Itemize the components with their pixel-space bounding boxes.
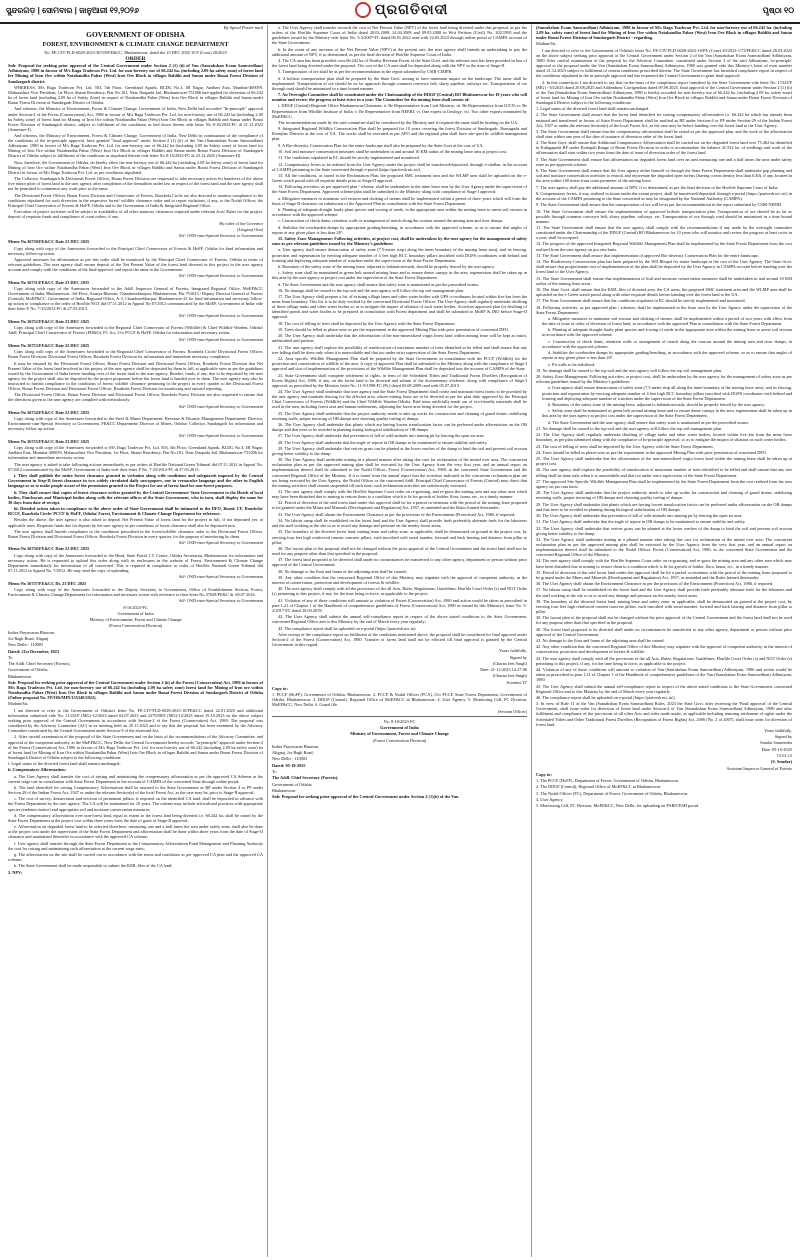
signature-line: Sd/- OSD-cum-Special Secretary to Government [178, 598, 263, 604]
condition: 4. The CA area has been provided over 66.242 ha of Nearby Revenue Forest of the State Govt. and the relevant area has been provided in lieu of the forest land being diverted under the proposal. The cost of the CA area shall be deposited along with the NPV in the time of Stage-II. [272, 57, 527, 69]
para: Besides the above, the user agency is also asked to deposit Net Present Value of forest land for the project in full, if not deposited yet, at applicable rates. Requisite funds due for deposit by the user agency as per conditions of forest clearance shall also be deposited now. [8, 517, 263, 528]
condition: d. The State Government and the user agency shall ensure that safety zone is maintained as per the prescribed norms. [278, 281, 480, 287]
condition: d. The compensatory afforestation over non-forest land, equal in extent to the forest land being diverted i.e. 66.242 ha, shall be raised by the State Forest Department at the project cost within three years from the date of grant of Stage-II approval; [8, 812, 263, 823]
condition: f. User agency shall transfer through the State Forest Department to the Compensatory Afforestation Fund Management and Planning Authority the cost for raising and maintaining such afforestation at the current wage rates; [8, 840, 263, 851]
sign-date: Date: 05-10-2025 [761, 746, 792, 752]
condition: a. The User Agency shall transfer towards the cost of Net Present Value (NPV) of the forest land being diverted under this proposal, as per the orders of the Hon'ble Supreme Court of India dated 28.03.2008, 24.04.2008 and 09.05.2008 in Writ Petition (Civil) No. 202/1995 and the guidelines issued by the Ministry vide letter No. 5-3/2007-FC dated 06.01.2022 read with 22.03.2023 through online portal of CAMPA account of the State Government; [272, 25, 527, 46]
list-item: 23. The cost of felling of trees shall be deposited by the User Agency with the State Forest Department. [536, 443, 714, 449]
memo-heading: Memo No 36752/FE&CC Date 23 DEC 2025 [8, 318, 90, 324]
para: And whereas, the Ministry of Environment, Forest & Climate Change, Government of India, New Delhi had accorded "In-principle" approval under Section-2 of the Forest (Conservation) Act, 1980 in favour of M/s Raga Tradecon Pvt. Ltd. for non-forestry use of 66.242 ha (including 2.09 ha Safety zone) of forest land for Mining of Iron Ore within Notabandha Pahar (West) Iron Ore Block in villages Baldihi and Sanua under Bonai Forest Division of Sundargarh district, subject to fulfilment of the conditions as laid down therein vide letter No 8-16/2023-FC dt 21.12.2023 (Annexure-I). [8, 106, 263, 132]
para: The Collector, Sundargarh & Divisional Forest Officer, Bonai Forest Division are requested to take necessary action for handover of the above five minor plots of forest land to the user agency after completion of the formalities under law in respect of the forest land and the user agency shall not be permitted to commence any work prior to the same. [8, 176, 263, 192]
condition: 40. The user agency shall comply with all the provisions of the all Acts, Rules, Regulations, Guidelines, Hon'ble Court Order (s) and NGT Order (s) pertaining to this project, if any, for the time being in force, as applicable to the project; [272, 586, 527, 597]
list-item: 1. Legal status of the diverted forest land shall remain unchanged. [536, 106, 650, 112]
list-item: 10. The State Government shall ensure the implementation of approved holistic transportation plan. Transportation of ore should be as far as possible through common conveyor belt, slurry pipeline, railways, etc. Transportation of ore through road should be minimized in a time bound manner. [536, 208, 792, 224]
condition: 13. All the conditions, as stated in the Reclamation Plan, the proposed SMC treatment area and the WLMP area shall be uploaded on the e-Green watch portal with all requisite details prior to Stage-II approval. [272, 172, 527, 183]
signer-title: Assistant Inspector General of Forests [726, 765, 792, 771]
para: Copy along with copy of the Annexures forwarded to the Addl. Inspector General of Forests, Integrated Regional Office, MoEF&CC Government of India, Bhubaneswar, 3rd Floor, Aranya Bhawan, Chandrasekharpur, Bhubaneswar, Pin-751023 / Deputy Director General of Forests (Central), MoEF&CC, Government of India, Regional Office, A-3, Chandrasekharpur, Bhubaneswar-23 for kind information and necessary follow-up action in compliance to the order of Hon'ble NGT dtd 07.11.2012 in Appeal No 07/2012 communicated by the MoEF, Government of India vide their letter F No. 7-25/2012-FC dt 27.03.2013. [8, 286, 263, 312]
list-item: 40. The forest land proposed to be diverted shall under no circumstances be transferred to any other agency, department or person without prior approval of the Central Government. [536, 626, 792, 637]
annex-address: Jor Bagh Road, Aliganj [8, 635, 49, 641]
column-1 [4, 25, 268, 1257]
divider [272, 716, 527, 717]
condition: 5. Transportation of ore shall be as per the recommendation in the report submitted by CSIR-CIMFR. [278, 69, 453, 75]
para: Copy along with copy of the Annexures forwarded to the Principal Chief Conservator of Forests & HoFF, Odisha for kind information and necessary follow-up action. [8, 245, 263, 256]
condition: The recommendations made by the said committee shall be considered by the Ministry and if required the same shall be binding on the UA. [278, 119, 519, 125]
annex-subject: Sub: Proposal for seeking prior approval of the Central Government under Section 2 (1)(ii) of the Van [272, 794, 459, 800]
list-item: 28. The User Agency shall undertake that the project authority needs to take up works for construction and cleaning of guard drains, stabilizing retaining walls, proper terracing of OB dumps and choosing quality turfing of dumps. [536, 490, 792, 501]
annex-ministry: Ministry of Environment, Forest and Climate Change [89, 617, 182, 623]
condition: 12. Compensatory levies to be realized from the User Agency under the project shall be transferred/deposited, through e-challan, in the account of CAMPA pertaining to the State concerned through e-portal (https://parivesh.nic.in/). [272, 161, 527, 172]
condition: 19. Trees should be felled as phase-wise as per the requirement in the approved Mining Plan with prior permission of concerned DFO. [278, 327, 509, 333]
list-item: 25. The User Agency shall undertake that the afforestation of the non-mineralized virgin forest land within the mining lease shall be taken up at project cost. [536, 456, 792, 467]
para: Copy along with copy of the Annexures forwarded to the Deputy Secretary to Government, Office of Establishment Section, Forest, Environment & Climate Change Department for information and necessary action with reference to their letter No 37029/FE&C dt. 06.07.2016. [8, 586, 263, 597]
list-item: 3. The State Government shall ensure that the compensatory afforestation shall be raised as per the approved plan, and the work of the afforestation shall start within one year of the date of issuance of diversion order of the forest land. [536, 128, 792, 139]
condition: b. Boundary of the safety zone of the mining lease, adjacent to habitation/roads, should be properly fenced by the user agency. [278, 263, 496, 269]
condition: 27. The User Agency shall undertake that prevention of fall of wild animals into mining pit by fencing the open air area. [278, 433, 485, 439]
condition: 11. The conditions stipulated in EC should be strictly implemented and monitored. [278, 155, 420, 161]
newspaper-masthead [355, 1, 448, 18]
annex-ministry: Ministry of Environment, Forest and Climate Change [350, 731, 449, 737]
gov-title: GOVERNMENT OF ODISHA [86, 30, 185, 40]
list-item: a. User agency shall ensure demarcation of safety zone (7.5 meter strip all along the inner boundary of the mining lease area), and its fencing, protection and regeneration by erecting adequate number of 4 feet high RCC boundary pillars inscribed with DGPS coordinates with behind and forming and deploying adequate number of watchers under the supervision of the State Forest Department. [542, 385, 792, 401]
signer-name: Sundar Samrendra [760, 740, 792, 746]
annex-gov: Government of India [380, 725, 419, 731]
condition: b. In the event of any increase of the Net Present Value (NPV) at the present rate, the user agency shall furnish an undertaking to pay the additional amount of NPV, if so determined, as per the final decision of Hon'ble Supreme Court of India. [272, 46, 527, 57]
condition: 29. The User Agency shall undertake that vetiver grass can be planted at the lower reaches of the dump to bind the soil and prevent soil erosion giving better stability to the dump. [272, 445, 527, 456]
para: It may be ensured by the Divisional Forest Officer, Bonai Forest Division and Divisional Forest Officer, Rourkela Forest Division that Net Present Value of the forest land involved in this project of the user agency shall be deposited by them in full, at applicable rates as per the guidelines issued by the Government of India before handing over of the forest land to the user agency. Besides, funds, if any, due to be deposited by the user agency for the project shall also be deposited by the project proponent before the forest land is handed over to them. The user agency may also be instructed to furnish compliance to the conditions of forest/ wildlife clearance pertaining to the project in every quarter to the Divisional Forest Officer, Bonai Forest Division and Divisional Forest Officer, Rourkela Forest Division for monitoring and onward reporting. [8, 360, 263, 392]
logo-icon [355, 2, 371, 18]
condition: c. Safety zone shall be maintained as green belt around mining lease and to ensure dense canopy in the area, regeneration shall be taken up in this area by the user agency at project cost under the supervision of the State Forest Department. [272, 270, 527, 281]
page-number: ପୃଷ୍ଠା ୧୦ [762, 6, 794, 15]
newspaper-brand: ପ୍ରଗତିବାଦୀ [375, 1, 449, 17]
condition: 26. The User Agency shall undertake that plants which are having lowest translocation factor can be preferred under afforestation on the OB dumps and that trees to be avoided in planting during biological stabilization of OB dumps. [272, 421, 527, 433]
condition: 36. The layout plan of the proposal shall not be changed without the prior approval of the Central Government and the forest land shall not be used for any purpose other than that specified in the proposal; [272, 545, 527, 556]
condition: 16. No damage shall be caused to the top-soil and the user agency will follow the top soil management plan. [278, 287, 465, 293]
closing: Yours faithfully, [764, 727, 792, 733]
section-officer: (Section Officer) [497, 708, 527, 714]
list-item: 15. The State Government shall ensure that implementation of Soil and moisture conservation measures shall be undertaken in and around 10 KM radius of the mining lease areas. [536, 275, 792, 286]
list-item: 35. Period of diversion of the said forest land under this approval shall be for a period co-terminus with the period of the mining lease proposed to be granted under the Mines and Minerals (Development and Regulation) Act, 1957, as amended and the Rules framed thereunder. [536, 569, 792, 580]
condition: 7. An Oversight Committee shall be constituted under the Chairmanship of the DDGF (Central) RO Bhubaneswar for 10 years who will monitor and review the progress at least twice in a year. The Committee for the mining lease shall consist of: [272, 92, 527, 103]
signature-line: Sd/- OSD-cum-Special Secretary to Government [178, 574, 263, 580]
column-2 [268, 25, 532, 1257]
para: WHEREAS, M/s Raga Tradecon Pvt. Ltd. 503, 5th Floor, Greenland Apartk, BLDG No.3, JB Nagar, Andheri East, Mumbai-400059, Maharashtra Vice President, 1st Floor, Shanti Residency, Flat No.101, Near Jharpada Jail, Bhubaneswar-751006 had applied for diversion of 66.242 ha of forest land (including 2.09 ha of Safety Zone) in respect of Notabandha Pahar (West) Iron Ore Block in villages Baldihi and Sanua under Bonai Forest Division of Sundargarh District of Odisha. [8, 84, 263, 106]
list-item: 7. The user agency shall pay the additional amount of NPV, if so determined, as per the final decision of the Hon'ble Supreme Court of India. [536, 184, 779, 190]
para: ii. They shall ensure that copies of forest clearance orders granted by the Central Government/ State Government to the Heads of local bodies, Panchayats and Municipal bodies along with the relevant offices of the State Government, who in turn, shall display the same for 30 days from date of receipt. [8, 489, 263, 505]
list-item: 42. Any other condition that the concerned Regional Office of this Ministry may stipulate with the approval of competent authority, in the interest of conservation, protection and development of forests & wildlife. [536, 644, 792, 655]
list-item: 37. No labour camp shall be established on the forest land and the User Agency shall provide fuels preferably alternate fuels for the labourers and the staff working at the site so as to avoid any damage and pressure on the nearby forest areas. [536, 587, 792, 598]
condition: c. The cost of survey, demarcation and erection of permanent pillars, if required on the identified CA land, shall be deposited in advance with the Forest Department by the user agency. The CA will be maintained for 10 years. The scheme may include silvicultural practices with appropriate species (endemic/native) and appropriate soil and moisture conservation measures; [8, 796, 263, 812]
list-item: 17. The State Government shall ensure that the conditions stipulated in EC should be strictly implemented and monitored. [536, 298, 746, 304]
para: Copy along with copy of the Annexures forwarded to the Regional Chief Conservator of Forests (Wildlife) & Chief Wildlife Warden, Odisha/ Addl. Principal Chief Conservator of Forests (FD&O), FC Act, O/o PCCF & HoFF, Odisha for information and necessary action. [8, 325, 263, 336]
list-item: 12. The progress of the approved Integrated Regional Wildlife Management Plan shall be implemented by the State Forest Department from the cost realized from the user agency on pro rata basis. [536, 241, 792, 252]
para: The Divisional Forest Officer, Bonai Forest Division and Divisional Forest Officer, Rourkela Forest Division are also requested to ensure that the directions given to the user agency are complied with meticulously. [8, 392, 263, 403]
list-item: 26. The user agency shall explore the possibility of translocation of maximum number of trees identified to be felled and shall ensure that any tree felling shall be done only when it is unavoidable and that too under strict supervision of the State Forest Department. [536, 467, 792, 478]
list-item: 11. The State Government shall ensure that the user agency shall comply with the recommendations if any made by the oversight committee constituted under the Chairmanship of the DDGF (Central) RO Bhubaneswar for 10 years who will monitor and review the progress at least twice in a year, shall be accepted. [536, 225, 792, 241]
annex-address: Indira Paryavaran Bhawan, [272, 743, 319, 749]
list-item: d. Stabilize the overburden dumps by appropriate grading/benching, in accordance with the approved scheme, so as to ensure that angles of repose at any given place is less than 28°. [542, 350, 792, 361]
condition: g. The afforestation on the site shall be carried out in accordance with the terms and conditions as per approved CA plan and the approved CA scheme; [8, 852, 263, 863]
list-item: 43. The user agency shall comply with all the provisions of the all Acts, Rules, Regulations, Guidelines, Hon'ble Court Order (s) and NGT Order (s) pertaining to this project, if any, for the time being in force, as applicable to the project. [536, 655, 792, 666]
memo-heading: Memo No 36755/FE&CC Date 23 DEC 2025 [8, 439, 90, 444]
para: I am directed to refer to the Government of Odisha's letter No. FE-CIV-FLD-0028-2023-16/FE (Cons) 20/2023-1/73/FE&CC dated 28.03.2023 on the above subject seeking prior approval of the Central Government under Section 2 of the Van (Sanrakshan Evam Samvardhan) Adhiniyam, 1980 After careful examination of the proposal by the Advisory Committee, constituted under Section 3 of the said Adhiniyam, 'in-principle' approval to the proposal under the Van (Sanrakshan Evam Samvardhan) Adhiniyam, 1980 was granted vide this Ministry's letter of even number dated 21.12.2023 subject to fulfilment of certain conditions prescribed therein. The State Government has furnished compliance report in respect of the conditions stipulated in the in-principle approval and has requested the Central Government to grant final approval. [536, 47, 792, 79]
condition: i. DDGF (Central)-Regional Office Bhubaneswar-Chairman; ii. Be Representative from Coal Ministry; iii. Be Representative from IUCN; iv. Be Representative from Wildlife Institute of India; v. Be Representative from NEERI; vi. One expert in Geology; vii. Two other experts nominated by MoEF&CC. [272, 103, 527, 119]
ref-line: No. FE-CIV-FLD-0028-2023-36749/FE&CC, Bhubaneswar, dated the 23 DEC 2025 10 F (Cons) 20/2023 [44, 49, 227, 55]
annex-number: 8-16/2023-FC [123, 604, 148, 610]
condition: 28. The User Agency shall undertake that the angle of repose in OB dumps to be maintained to ensure stability and safety. [278, 439, 488, 445]
list-item: 41. No damage to the flora and fauna of the adjoining area shall be caused. [536, 638, 665, 644]
condition: 22. Area specific Wildlife Management Plan shall be prepared by the State Government in consultation with the PCCF (Wildlife) for the protection and conservation of wildlife of the area. A copy of approved Plan shall be submitted to the Ministry along with the compliance of Stage-I approval and cost of implementation of the provisions of the Wildlife Management Plan shall be deposited into the account of CAMPA of the State. [272, 356, 527, 372]
condition: 43. The compliance report shall be uploaded on e-portal (https://parivesh.nic.in). [278, 625, 417, 631]
condition: 31. The user agency shall comply with the Hon'ble Supreme Court order on re-grassing, and re-grass the mining area and any other area which may have been disturbed due to mining to restore them to a condition which is fit for growth of fodder, flora, fauna, etc., in a timely manner. [272, 489, 527, 500]
annex-division: (Forest Conservation Division) [108, 623, 163, 629]
signature-line: Sd/- OSD-cum-Special Secretary to Government [178, 432, 263, 438]
list-item: 16. The State Govt. shall ensure that the KML files of diverted area, the CA areas, the proposed SMC treatment area and the WLMP area shall be uploaded on the e-Green watch portal along with other requisite details before handing over the forest land to the UA. [536, 286, 792, 298]
list-item: 39. The layout plan of the proposal shall not be changed without the prior approval of the Central Government and the forest land shall not be used for any purpose other than that specified in the proposal. [536, 615, 792, 626]
list-item: 32. The User Agency shall undertake that vetiver grass can be planted at the lower reaches of the dump to bind the soil and prevent soil erosion giving better stability to the dump. [536, 525, 792, 536]
list-item: 5. Monitoring Cell, FC Division, MoEF&CC, New Delhi, for uploading on PARIVESH portal. [536, 803, 700, 809]
list-item: 38. The boundary of the diverted forest land, mining lease and safety zone, as applicable, shall be demarcated on ground at the project cost, by erecting four feet high reinforced cement concrete pillars, each inscribed with serial number, forward and back bearing and distance from pillar to pillar. [536, 598, 792, 615]
closing: Yours faithfully, [499, 648, 527, 654]
condition: a. Mitigative measures to minimize soil erosion and choking of stream shall be implemented within a period of three years which will form the basis of Stage-II clearance on submission of the Approved Plan in consultation with the State Forest Department. [272, 195, 527, 206]
list-item: 2. The State Government shall ensure that the forest land identified for raising compensatory afforestation i.e. 66.242 ha which has already been mutated and transferred in favour of State Forest Department shall be notified as RF under Section-4 or PF under Section-29 of the Indian Forest Act, 1927 or under the relevant Section(s) of the local Forest Act, as the case may be before handing over the forest land to the User Agency. [536, 112, 792, 128]
condition: a. The User Agency shall transfer the cost of raising and maintaining the compensatory afforestation as per the approved CA Scheme at the current wage rate in consultation with State Forest Department in the account of CAMPA of the concerned State through online portal; [8, 773, 263, 784]
dept-title: FOREST, ENVIRONMENT & CLIMATE CHANGE DEPARTMENT [42, 40, 229, 48]
list-item: 4. User Agency. [536, 796, 564, 802]
copy-list [536, 778, 792, 808]
list-item: 3. The Nodal Officer (FC), Department of Forest, Government of Odisha, Bhubaneswar. [536, 790, 688, 796]
to-line: Bhubaneswar [272, 787, 296, 793]
list-item: b. Planting of adequate drought hardy plant species and sowing of seeds in the appropriate area within the mining lease to arrest soil erosion in accordance with the approved scheme. [542, 327, 792, 338]
to-line: Government of Odisha, [272, 781, 313, 787]
para: Copy along with copy of the Annexures forwarded to the Regional Chief Conservator of Forests, Rourkela Circle/ Divisional Forest Officer, Bonai Forest Division/ Divisional Forest Officer, Rourkela Forest Division for information and immediate necessary compliance. [8, 349, 263, 360]
para: I am directed to refer to the Government of Odisha's letter No. FE-CIV-FLD-0028-2023-10/FE&CC dated 22.01.2023 and additional information submitted vide No. 11332/F (MG)-12/2023 dated 04.07.2023 and 2279/08/F (MG)-12/2023 dated 19.10.2023 on the above subject seeking prior approval of the Central Government in accordance with Section-2 of the Forest (Conservation) Act, 1980. The proposal was considered by the Advisory Committee (AC) in its meeting held on 29.11.2023 and to say that the proposal has been examined by the Advisory Committee constituted by the Central Government under Section-3 of the aforesaid Act. [8, 707, 263, 734]
copy-to-label: Copy to: [272, 685, 288, 691]
para: i. They shall publish the entire forest clearance granted in verbatim along with conditions and safeguards imposed by the Central Government in Step-II forest clearance in two widely circulated daily newspapers, one in vernacular language and the other in English language so as to make people aware of the permission granted to the Project for use of forest land for non-forest purposes. [8, 473, 263, 489]
salutation: Madam/Sir, [536, 41, 557, 47]
condition: 21. The user agency shall explore the possibility of translocation of maximum number of trees identified to be felled and shall ensure that any tree felling shall be done only when it is unavoidable and that too under strict supervision of the State Forest Department. [272, 344, 527, 355]
list-item: 36. The User Agency shall obtain the Environment Clearance as per the provisions of the Environment (Protection) Act, 1986, if required. [536, 581, 774, 587]
list-item: a. Mitigative measures to minimize soil erosion and choking of stream, shall be implemented within a period of two years with effect from the date of issue of order of diversion of forest land, in accordance with the approved Plan in consultation with the State Forest Department. [542, 316, 792, 327]
condition: 23. State Government shall complete settlement of rights, in term of the Scheduled Tribes and Traditional Forest Dwellers (Recognition of Forest Rights) Act, 2006, if any, on the forest land to be diverted and submit of the documentary evidence, along with compliance of Stage-I approval, as prescribed by the Ministry letter No. 11-9/1998-FC (Pt.) dated 03.08.2009 read with 05.07.2013. [272, 372, 527, 388]
condition: 18. The cost of felling of trees shall be deposited by the User Agency with the State Forest Department. [278, 320, 456, 326]
to-line: The Addl. Chief Secretary (Forests), [8, 661, 71, 667]
order-subject: Sub: Proposal for seeking prior approval of the Central Government under Section 2 (1) (ii) of Van (Sanrakshan Evam Samvardhan) Adhiniyam, 1980 in favour of M/s Raga Tradecon Pvt. Ltd. for non-forestry use of 66.242 ha. (including 2.09 ha safety zone) of forest land for Mining of Iron Ore within Notabandha Pahar (West) Iron Ore Block in villages Baldihi and Sanua under Bonai Forest Division of Sundargarh district. [8, 63, 263, 84]
condition: 37. The forest land proposed to be diverted shall under no circumstances be transferred to any other agency, department or person without prior approval of the Central Government; [272, 557, 527, 568]
para: Copy along with copy of the Annexures forwarded to M/s Raga Tradecon Pvt. Ltd. 503, 5th Floor, Greenland Apartk, BLDG No.3, JB Nagar, Andheri East, Mumbai-400059, Maharashtra Vice President, 1st Floor, Shanti Residency, Flat No.101, Near Jharpada Jail, Bhubaneswar-751006 for information and immediate necessary action. [8, 445, 263, 461]
sign-date: Date: 21-12-2023 12:27:06 [480, 667, 527, 673]
to-line: Bhubaneswar [8, 673, 32, 679]
para: The user agency is asked to take following actions immediately as per orders of Hon'ble National Green Tribunal dtd 07.11.2012 in Appeal No. 07/2012 communicated by the MoEF, Government of India vide their letter F No. 7-25/2012-FC dt 27.03.2013. [8, 461, 263, 472]
condition: 15. Safety Zone Management: Following activities, at project cost, shall be undertaken by the user agency for the management of safety zone as per relevant guidelines issued by the Ministry's guidelines: [272, 236, 527, 247]
condition: d. Stabilize the overburden dumps by appropriate grading/benching, in accordance with the approved scheme, so as to ensure that angles of repose at any given place is less than 28°. [272, 224, 527, 235]
annex-gov: Government of India [117, 610, 154, 616]
condition: 24. The User Agency shall undertake that user agency and the State Forest Department shall create and maintain forest fronts to be provided by the user agency and maintain fencing for the affected area, whose mining lease are to be diverted as per the plan duly approved by the Principal Chief Conservator of Forests (Wildlife) and the Chief Wildlife Warden Odisha. Bird nests artificially made out of eco-friendly materials shall be used in the area, including forest area and human settlements, adjoining the forest area being diverted for the project. [272, 389, 527, 410]
condition: 42. The User Agency shall submit the annual self-compliance report in respect of the above stated conditions to the State Government, concerned Regional Office and to this Ministry by the end of March every year regularly; [272, 614, 527, 625]
condition: 25. The User Agency shall undertake that the project authority needs to take up works for construction and cleaning of guard drains, stabilizing retaining walls, proper terracing of OB dumps and choosing quality turfing of dumps. [272, 410, 527, 421]
list-item: 14. The Biodiversity Conservation plan has been prepared by the WII Bhopal for entire landscape at the cost of the User Agency. The State Govt. shall ensure that proportionate cost of implementation of the plan shall be deposited by the User Agency in CAMPA account before handing over the forest land to the User Agency. [536, 259, 792, 275]
condition: 39. Any other condition that the concerned Regional Office of this Ministry may stipulate with the approval of competent authority, in the interest of conservation, protection and development of forests & wildlife; [272, 574, 527, 585]
para: And whereas, the Ministry of Environment, Forest & Climate Change, Government of India, New Delhi in continuation of the compliance of the conditions of the in-principle approval, have granted "final approval" under Section-2 (1) (ii) of the Van (Sanrakshan Evam Samvardhan) Adhiniyam, 1980 in favour of M/s Raga Tradecon Pvt. Ltd. for non-forestry use of 66.242 ha (including 2.09 ha Safety zone) of forest land for Mining of Iron Ore within Notabandha Pahar (West) Iron Ore Block in villages Baldihi and Sanua under Bonai Forest Division of Sundargarh District of Odisha subject to fulfilment of the conditions as stipulated therein vide letter No 8-16/2023-FC dt 23.12.2025 (Annexure-II). [8, 133, 263, 159]
list-item: 18. Following activities, as per approved plan / schemes, shall be implemented in the lease area by the User Agency under the supervision of the State Forest Department: [536, 304, 792, 315]
signer-name: (S. Sundar) [770, 759, 792, 765]
condition: 17. The User Agency shall prepare a list of existing village lanes and other water bodies with GPS co-ordinates located within five km from the mine lease boundary. This list is to be duly verified by the concerned Divisional Forest Officer. The User Agency shall regularly undertake desilting of these village tanks and other water bodies so as to mitigate the impact of siltation of such water bodies. Activities approved plan for desilting of identified ponds and water bodies to be prepared in consultation with Forest department and shall be submitted to MoEF & IRO before Stage-II approval. [272, 294, 527, 320]
list-item: 44. Violation of any of these conditions will amount to violation of Van (Sanrakshan Evam Samvardhan) Adhiniyam, 1980 and action would be taken as prescribed in para 1.21 of Chapter 1 of the Handbook of comprehensive guidelines of the Van (Sanrakshan Evam Samvardhan) Adhiniyam, 1980. [536, 667, 792, 683]
para: 2. After careful examination of the proposal of the State Government and on the basis of the recommendations of the Advisory Committee, and approval of the competent authority, at the MoEF&CC, New Delhi, the Central Government hereby accords "in-principle" approval under Section-2 of the Forest (Conservation) Act, 1980 in favour of M/s Raga Tradecon Pvt. Ltd. for non-forestry use of 66.242 (including 2.09 ha safety zone) ha of forest land for Mining of Iron Ore within Notabandha Pahar (West) Iron Ore Block in villages Baldihi and Sanua under Bonai Forest Division of Sundargarh District of Odisha subject to the following conditions: [8, 734, 263, 760]
para: Approved measures for afforestation as per this order shall be monitored by the Principal Chief Conservator of Forests, Odisha in terms of relevant guidelines. The user agency shall ensure deposit of the Net Present Value of the forest land diverted in this project in the user agency account and comply with the conditions of the final approval, and report the same to the Government. [8, 257, 263, 273]
list-item: 5. The State Government shall ensure that afforestation on degraded forest land over an area measuring one and a half times the area under safety zone as per approved scheme. [536, 156, 792, 167]
condition-list [536, 106, 792, 727]
salutation: Madam/Sir, [8, 701, 29, 707]
annex-address: New Delhi - 110003 [272, 756, 308, 762]
condition: 32. Period of diversion of the said forest land under this approval shall be for a period co-terminus with the period of the mining lease proposed to be granted under the Mines and Minerals (Development and Regulation) Act, 1957, as amended and the Rules framed thereunder; [272, 500, 527, 511]
condition: 41. Violation of any of these conditions will amount to violation of Forest (Conservation) Act, 1980 and action would be taken as prescribed in para 1.21 of Chapter 1 of the Handbook of comprehensive guidelines of Forest (Conservation) Act, 1980 as issued by this Ministry's letter No. 5-2/2017-FC dated 28.03.2019; [272, 597, 527, 613]
condition: a. User agency shall ensure demarcation of safety zone (7.5-meter strip) along the inner boundary of the mining lease area), and its fencing, protection and regeneration by erecting adequate number of 4 feet high RCC boundary pillars inscribed with DGPS coordinates with behind and forming and deploying adequate number of watchers under the supervision of the State Forest Department. [272, 247, 527, 263]
condition: b. Planting of adequate drought hardy plant species and sowing of seeds, in the appropriate area within the mining lease to arrest soil erosion in accordance with the approved scheme. [272, 207, 527, 218]
by-order: By order of the Governor [219, 220, 263, 226]
condition: 34. No labour camp shall be established on the forest land and the User Agency shall provide fuels preferably alternate fuels for the labourers and the staff working at the site so as to avoid any damage and pressure on the nearby forest areas; [272, 518, 527, 529]
list-item: 4. The State Govt. shall ensure that Additional Compensatory Afforestation shall be carried out on the degraded forest land over 75.462 ha identified in Kalngapada RF under Koitapali Range of Bonai Forest Division in order to accommodate the balance 41.532 ha. of seedlings and work of the afforestation shall start within two years from the date of issue of diversion order of the forest land. [536, 140, 792, 156]
condition: 10. Soil and moisture conservation measures shall be undertaken in and around 10 KM radius of the mining lease area at project cost. [278, 148, 508, 154]
list-item: d. The State Government and the user agency shall ensure that safety zone is maintained as per the prescribed norms. [548, 419, 750, 425]
signer-title: Scientist 'D' [506, 679, 527, 685]
list-item: c. Safety zone shall be maintained as green belt around mining lease and to ensure dense canopy in the area, regeneration shall be taken up in this area by the user agency at project cost under the supervision of the State Forest Department. [542, 408, 792, 419]
article-columns [4, 25, 796, 1257]
signer-name: (Charan Jeet Singh) [492, 660, 527, 666]
subject-continued: (Sanrakshan Evam Samvardhan) Adhiniyam, 1980 in favour of M/s Raga Tradecon Pvt. Ltd. for non-forestry use of 66.242 ha. (including 2.09 ha. safety zone) of forest land for Mining of Iron Ore within Notabandha Pahar (West) Iron Ore Block in villages Baldihi and Sanua under Bonai Forest Division of Sundargarh District - regarding. [536, 25, 792, 41]
condition: 9. A Bio-diversity Conservation Plan for the entire landscape shall also be prepared by the State Govt at the cost of UA. [278, 142, 484, 148]
newspaper-header [0, 0, 800, 24]
condition: 38. No damage to the flora and fauna of the adjoining area shall be caused; [278, 568, 407, 574]
para: After receipt of the compliance report on fulfilment of the conditions mentioned above, the proposal shall be considered for final approval under Section-2 of the Forest (Conservation) Act, 1980. Transfer of forest land shall not be effected till final approval is granted by the Central Government in this regard. [272, 631, 527, 647]
condition: b. The land identified for raising Compensatory Afforestation shall be mutated to the State Government as RF under Section 4 or PF under Section 29 of the Indian Forest Act, 1927 or under the relevant Section(s) of the local Forest Act, as the case may be, prior to Stage-II approval; [8, 785, 263, 796]
signature-line: Sd/- OSD-cum-Special Secretary to Government [178, 233, 263, 239]
para: Now, therefore, the Government of Odisha, do hereby allow the non-forestry use of 66.242 ha (including 2.09 ha Safety zone) of forest land for Mining of Iron Ore within Notabandha Pahar (West) Iron Ore Block in villages Baldihi and Sanua under Bonai Forest Division of Sundargarh District in favour of M/s Raga Tradecon Pvt. Ltd. as per conditions stipulated. [8, 159, 263, 175]
list-item: 6. The State Government shall ensure that the User agency either himself or through the State Forest Department shall undertake gap planting and soil and moisture conservation activities to restock and rejuvenate the degraded open forests (having crown density less than 0.40), if any, located in the area within 100 meter from outer perimeter of the mining lease. [536, 168, 792, 184]
list-item: 2. The DDGF (Central), Regional Office of MoEF&CC at Bhubaneswar. [536, 784, 662, 790]
para: Copy along with copy of the Annexures forwarded to the Head, State Portal, I.T. Centre, Odisha Secretariat, Bhubaneswar for information and necessary action. He is requested to upload this order along with its enclosures in the website of Forest, Environment & Climate Change Department immediately for information of all concerned. This is required in compliance to order of Hon'ble National Green Tribunal dtd 07.11.2012 in Appeal No. 7/2012. He may send the copy of uploading. [8, 552, 263, 574]
list-item: 22. The User Agency shall regularly undertake desilting of village tanks and other water bodies, located within five km from the mine lease boundary, as per plan submitted along with the compliance of In-principle approval, so as to mitigate the impact of siltation on such water bodies. [536, 432, 792, 443]
to-label: To [8, 654, 13, 660]
list-item: 3. In view of Rule 11 of the Van (Sanrakshan Evam Samvardhan) Rules, 2023 the State Govt. after receiving the 'Final approval' of the Central Government, shall issue order for diversion of forest land under Section-2 of Van (Sanrakshan Evam Samvardhan) Adhiniyam, 1980 and after fulfilment and compliance of the provisions of all other Acts and rules made under, as applicable including ensuring settlement of rights under the Scheduled Tribes and Other Traditional Forest Dwellers (Recognition of Forest Rights) Act, 2006 (No. 2 of 2007), shall issue order for diversion of forest land. [536, 701, 792, 727]
signed-by: Signed by [774, 734, 792, 740]
annex-address: Indira Paryavaran Bhawan, [8, 629, 55, 635]
condition: 14. Following activities, as per approved plan / scheme, shall be undertaken in the mine lease area by the User Agency under the supervision of the State Forest Department. Approved scheme/plan shall be submitted to the Ministry along with compliance of Stage-I approval: [272, 184, 527, 195]
list-item: 30. The User Agency shall undertake that prevention of fall of wild animals into mining pit by fencing the open air area. [536, 512, 743, 518]
para: The user agency shall furnish compliance to the conditions prescribed in the forest/wildlife clearance order to the Divisional Forest Officer, Bonai Forest Division and Divisional Forest Officer, Rourkela Forest Division in every quarter, for the purpose of monitoring by them. [8, 528, 263, 539]
annex-address: New Delhi - 110003 [8, 642, 44, 648]
list-item: 34. The user agency shall comply with the Hon'ble Supreme Court order on re-grassing, and re-grass the mining area and any other area which may have been disturbed due to mining to restore them to a condition which is fit for growth of fodder, flora, fauna, etc., in a timely manner. [536, 558, 792, 569]
signer-name: (Charan Jeet Singh) [492, 673, 527, 679]
para: The Divisional Forest Officer, Bonai Forest Division and Conservator of Forests, Rourkela Circle are also directed to monitor compliance to the conditions stipulated for such diversion in the respective forest/ wildlife clearance order and to report violations, if any, to the Nodal Officer, the Principal Chief Conservator of Forests & HoFF, Odisha and to the Government of India & Integrated Regional Office. [8, 192, 263, 208]
memo-heading: Memo No 36753/FE&CC Date 23 DEC 2025 [8, 342, 90, 348]
signature-line: Sd/- OSD-cum-Special Secretary to Government [178, 312, 263, 318]
condition: 3. NPV: [8, 869, 23, 875]
signed-by: Signed by [509, 654, 527, 660]
para: Copy along with copy of the Annexures forwarded to the Steel & Mines Department/ Revenue & Disaster Management Department/ Director, Environment-cum-Special Secretary to Government, FE&CC Department/ Director of Mines, Odisha/ Collector, Sundargarh for information and necessary follow up action. [8, 416, 263, 432]
list-item: 46. The compliance report shall be uploaded on e-portal (https://parivesh.nic.in/). [536, 694, 676, 700]
sign-time: 15:01:12 [776, 753, 792, 758]
list-item: e. Pit walls to be stabilized. [548, 361, 596, 367]
list-item: b. Boundary of the safety zone of the mining lease, adjacent to habitation/roads, should be properly fenced by the user agency. [548, 401, 766, 407]
annex-address: Aliganj, Jor Bagh Road, [272, 750, 314, 756]
memo-heading: Memo No 36756/FE&CC Date 23 DEC 2025 [8, 546, 90, 552]
condition: 8. Integrated Regional Wildlife Conservation Plan shall be prepared for 10 years covering the forest Division of Sundargarh, Jharsuguda and Keonjhar Districts at the cost of UA. The works shall be executed as per APO and the regional plan shall have site-specific wildlife management plan. [272, 126, 527, 142]
condition: c. Construction of check dams, retention walls or arrangement of trench along the contour around the mining area and river dumps. [278, 218, 504, 224]
list-item: 19. No damage shall be caused to the top-soil and the user agency will follow the top soil management plan. [536, 367, 723, 373]
para: 2. In this connection, I am directed to say that on the basis of the compliance report furnished by the State Government vide letter No. 17223/F (MG) - 63/2023 dated 20.08.2025 and Addendum/ Corrigendum dated 09.09.2025, final approval of the Central Government under Section 2 (1) (ii) of the Van (Sanrakshan Evam Samvardhan) Adhiniyam, 1980 is hereby accorded for non-forestry use of 66.242 ha. (including 2.09 ha. safety zone) of forest land for Mining of Iron Ore within Notabandha Pahar (West) Iron Ore Block in villages Baldihi and Sanua under Bonai Forest Division of Sundargarh District subject to the following conditions: [536, 79, 792, 105]
annex-date: Dated: 05-10-2025 [272, 762, 306, 768]
condition: 33. The User Agency shall obtain the Environment Clearance as per the provisions of the Environment (Protection) Act, 1986, if required; [278, 511, 516, 517]
speed-post-note: By Speed Post/e-mail [223, 25, 263, 30]
annex-date: Dated: 21st December, 2023 [8, 648, 59, 654]
list-item: 33. The User Agency shall undertake mining in a phased manner after taking due care for reclamation of the mined over area. The concurrent reclamation plan as per the approved mining plan shall be executed by the User Agency from the very first year, and an annual report on implementation thereof shall be submitted to the Nodal Officer, Forest (Conservation) Act, 1980, in the concerned State Government and the concerned Regional Office of the Ministry. [536, 536, 792, 558]
list-item: 8. Compensatory levies, if any, realized in future under the extant project, shall be transferred/deposited, through e-portal (https://parivesh.nic.in/) in the account of the CAMPA pertaining to the State concerned as may be designated by the National Authority (CAMPA). [536, 190, 792, 201]
para: Execution of project activities will be subject to availability of all other statutory clearances required under relevant Acts/ Rules for the project, deposit of requisite funds and compliance of court orders, if any. [8, 209, 263, 220]
memo-heading: Memo No 36751/FE&CC Date 23 DEC 2025 [8, 279, 90, 285]
condition: 6. A holistic transportation plan shall be prepared by the State Govt. aiming to have minimum impact on the landscape. The same shall be implemented. Transportation of ore should be on lot approach through common conveyor belt, slurry pipeline, railways etc. Transportation of ore through road should be minimized in a time bound manner. [272, 75, 527, 91]
annex-subject: Sub: Proposal for seeking prior approval of the Central Government under Section 2 (ii) of the Forest (Conservation) Act, 1980 in favour of M/s Raga Tradecon Pvt. Ltd. for non-forestry use of 66.242 ha (including 2.09 ha safety zone) forest land for Mining of Iron ore within Notabandha Pahar (West) Iron Ore Block in villages Baldihi and Sanua under Bonai Forest Division of Sundargarh District of Odisha (Online proposal No. FP/OR/MIN/155340/2022). [8, 679, 263, 701]
list-item: 27. The approved Site Specific Wildlife Management Plan shall be implemented by the State Forest Department from the cost realized from the user agency on pro rata basis. [536, 478, 792, 489]
copy-to-label: Copy to: [536, 771, 552, 777]
by-order-name: (Lingaraj Otta) [237, 226, 263, 232]
signature-line: Sd/- OSD-cum-Special Secretary to Government [178, 403, 263, 409]
header-date: ସୁନ୍ଦରଗଡ଼ | ସୋମବାର | ଜାନୁଆରୀ ୧୨,୨୦୨୬ [6, 6, 139, 15]
list-item: 20. Safety Zone Management: Following activities, at project cost, shall be undertaken by the user agency for the management of safety zone as per relevant guidelines issued by the Ministry's guidelines: [536, 374, 792, 385]
to-label: To [272, 769, 277, 775]
to-line: The Addl. Chief Secretary (Forests), [272, 775, 339, 781]
condition: 20. The User Agency shall undertake that the afforestation of the non-mineralized virgin forest land within mining lease will be kept as intact, undisturbed and pristine. [272, 333, 527, 344]
column-3 [532, 25, 796, 1257]
condition: e. Afforestation on degraded forest land to be selected elsewhere, measuring one and a half times the area under safety zone, shall also be done at the project cost under the supervision of the State Forest Department and afforestation shall be done within three years from the date of Stage-II clearance and maintained thereafter in accordance with the approved CA scheme; [8, 824, 263, 840]
annex-division: (Forest Conservation Division) [372, 737, 427, 743]
list-item: 9. The State Government shall ensure that the transportation of ore will be as per the recommendation in the report submitted by CSIR-NEERI. [536, 202, 783, 208]
signature-line: Sd/- OSD-cum-Special Secretary to Government [178, 540, 263, 546]
condition: 35. The boundary of the diverted forest land, mining lease and safety zone, as applicable, shall be demarcated on ground at the project cost, by erecting four feet high reinforced cement concrete pillars, each inscribed with serial number, forward and back bearing and distance from pillar to pillar; [272, 529, 527, 545]
list-item: 45. The User Agency shall submit the annual self-compliance report in respect of the above stated conditions to the State Government, concerned Regional Office and to this Ministry by the end of March every year regularly. [536, 683, 792, 694]
condition: ii. Compensatory Afforestation: [8, 767, 67, 773]
signature-line: Sd/- OSD-cum-Special Secretary to Government [178, 336, 263, 342]
para: iii. Detailed action taken in compliance to the above order of State Government shall be intimated to the DFO, Bonai/ CF, Rourkela/ RCCF, Rourkela Circle/ PCCF & HoFF, Odisha/ Forest, Environment & Climate Change Department for reference. [8, 506, 263, 517]
signature-line: Sd/- OSD-cum-Special Secretary to Government [178, 273, 263, 279]
list-item: 13. The State Government shall ensure that implementation of approved Bio-diversity Conservation Plan for the entire landscape. [536, 252, 759, 258]
condition: h. The State Government shall be made responsible to submit the KML files of the CA land; [14, 863, 173, 869]
list-item: 29. The User Agency shall undertake that plants which are having lowest translocation factor can be preferred under afforestation on the OB dumps and that trees to be avoided in planting during biological stabilization of OB dumps. [536, 501, 792, 512]
list-item: 24. Trees should be felled as phase-wise as per the requirement in the approved Mining Plan with prior permission of concerned DFO. [536, 449, 767, 455]
condition: 30. The User Agency shall undertake mining in a phased manner after taking due care for reclamation of the mined over area. The concurrent reclamation plan as per the approved mining plan shall be executed by the User Agency from the very first year, and an annual report on implementation thereof shall be submitted to the Nodal Officer, Forest (Conservation) Act, 1980, in the concerned State Government and the concerned Regional Office of the Ministry. If it is found from the annual report that the activities indicated in the concurrent reclamation plan are not being executed by the User Agency, the Nodal Officer or the concerned Addl. Principal Chief Conservator of Forests (Central) may direct that the mining activities shall remain suspended till such time, such reclamation activities are satisfactorily executed. [272, 457, 527, 488]
memo-heading: Memo No 36757/FE&CC Dt. 23 DEC 2025 [8, 580, 87, 586]
annex-number: No. 8-16/2023-FC [383, 718, 416, 724]
list-item: 31. The User Agency shall undertake that the angle of repose in OB dumps to be maintained to ensure stability and safety. [536, 519, 746, 525]
memo-heading: Memo No.36750/FE&CC Date 23 DEC 2025 [8, 239, 90, 245]
memo-heading: Memo No 36754/FE&CC Date 23 DEC 2025 [8, 409, 90, 415]
condition: i. Legal status of the diverted forest land shall remain unchanged; [8, 761, 121, 767]
list-item: 21. No damage shall be caused to the top-soil and the user agency will follow the top soil management plan. [536, 425, 723, 431]
list-item: c. Construction of check dams, retention walls or arrangement of trench along the contour around the mining area and river dumps, in accordance with the approved scheme. [542, 338, 792, 349]
list-item: 1. The PCCF (HoFF), Department of Forest, Government of Odisha, Bhubaneswar. [536, 778, 680, 784]
order-title: ORDER [125, 55, 146, 62]
copy-list: 1. PCCF (HoFF), Government of Odisha, Bhubaneswar. 2. PCCF & Nodal Officer (FCA), O/o PCCF, State Forest Department, Government of Odisha, Bhubaneswar. 3. DDGF (Central), Regional Office of MoEF&CC at Bhubaneswar. 4. User Agency. 5. Monitoring Cell, FC Division, MoEF&CC, New Delhi. 6. Guard file. [272, 692, 527, 708]
to-line: Government of Odisha, [8, 667, 49, 673]
